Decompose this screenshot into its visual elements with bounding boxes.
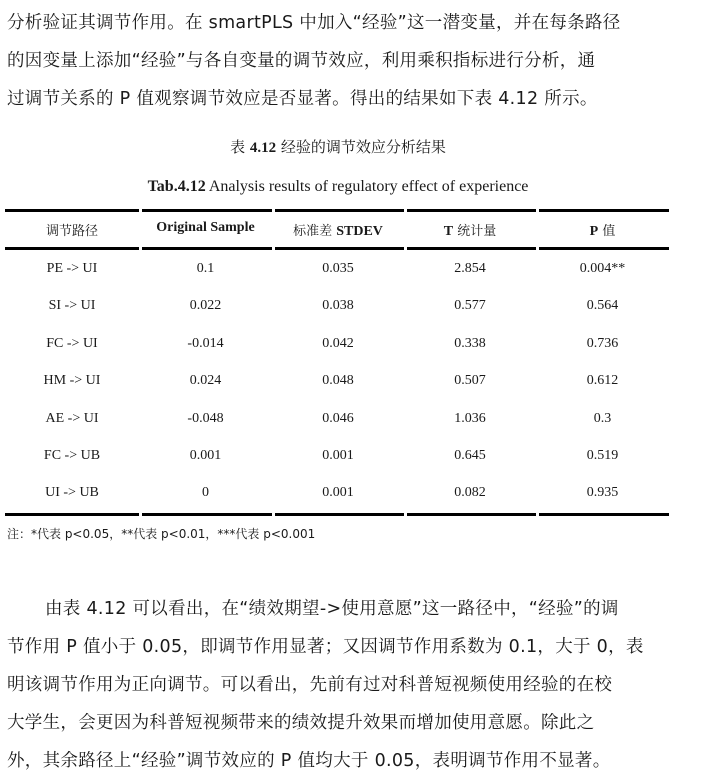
table-header-rule — [5, 247, 669, 250]
cell-p-value: 0.935 — [586, 485, 619, 500]
text-line: 由表 4.12 可以看出，在“绩效期望->使用意愿”这一路径中，“经验”的调 — [45, 599, 619, 619]
rule-gap — [139, 247, 142, 250]
rule-gap — [536, 247, 539, 250]
cell-stdev: 0.042 — [322, 336, 354, 351]
intro-paragraph — [7, 4, 675, 118]
rule-gap — [404, 513, 407, 516]
cell-t-statistic: 1.036 — [454, 411, 486, 426]
table-header-p-value: P 值 — [589, 224, 616, 239]
cell-stdev: 0.001 — [322, 485, 354, 500]
cell-t-statistic: 0.507 — [454, 373, 486, 388]
cell-original-sample: -0.014 — [187, 336, 224, 351]
text-line: 明该调节作用为正向调节。可以看出，先前有过对科普短视频使用经验的在校 — [7, 675, 613, 695]
table-caption-chinese: 表 4.12 经验的调节效应分析结果 — [230, 138, 446, 156]
rule-gap — [536, 209, 539, 212]
table-bottom-rule — [5, 513, 669, 516]
table-header-t-statistic: T 统计量 — [443, 224, 497, 239]
cell-original-sample: 0.1 — [196, 261, 215, 276]
cell-p-value: 0.519 — [586, 448, 619, 463]
cell-stdev: 0.035 — [322, 261, 354, 276]
rule-gap — [139, 513, 142, 516]
rule-gap — [139, 209, 142, 212]
cell-stdev: 0.038 — [322, 298, 354, 313]
cell-path: FC -> UI — [46, 336, 98, 351]
cell-t-statistic: 0.082 — [454, 485, 486, 500]
cell-path: PE -> UI — [46, 261, 98, 276]
rule-gap — [404, 209, 407, 212]
cell-t-statistic: 0.338 — [454, 336, 486, 351]
text-line: 节作用 P 值小于 0.05，即调节作用显著；又因调节作用系数为 0.1，大于 0，表 — [7, 637, 644, 657]
cell-p-value: 0.612 — [586, 373, 619, 388]
cell-p-value: 0.004** — [579, 261, 626, 276]
table-note: 注：*代表 p<0.05，**代表 p<0.01，***代表 p<0.001 — [7, 527, 316, 541]
cell-stdev: 0.001 — [322, 448, 354, 463]
cell-path: HM -> UI — [43, 373, 101, 388]
cell-t-statistic: 2.854 — [454, 261, 486, 276]
cell-t-statistic: 0.645 — [454, 448, 486, 463]
table-header-original-sample: Original Sample — [156, 220, 255, 235]
cell-p-value: 0.736 — [586, 336, 619, 351]
table-header-path: 调节路径 — [45, 224, 98, 239]
text-line: 的因变量上添加“经验”与各自变量的调节效应，利用乘积指标进行分析，通 — [7, 51, 596, 71]
cell-p-value: 0.564 — [586, 298, 619, 313]
cell-path: UI -> UB — [45, 485, 99, 500]
text-line: 大学生，会更因为科普短视频带来的绩效提升效果而增加使用意愿。除此之 — [7, 713, 595, 733]
table-top-rule — [5, 209, 669, 212]
text-line: 外，其余路径上“经验”调节效应的 P 值均大于 0.05，表明调节作用不显著。 — [7, 751, 611, 771]
cell-stdev: 0.046 — [322, 411, 354, 426]
cell-stdev: 0.048 — [322, 373, 354, 388]
text-line: 过调节关系的 P 值观察调节效应是否显著。得出的结果如下表 4.12 所示。 — [7, 89, 598, 109]
analysis-paragraph — [7, 590, 675, 780]
cell-original-sample: 0 — [202, 485, 209, 500]
rule-gap — [536, 513, 539, 516]
table-header-stdev: 标准差 STDEV — [293, 224, 383, 239]
rule-gap — [272, 513, 275, 516]
cell-p-value: 0.3 — [593, 411, 612, 426]
cell-path: AE -> UI — [45, 411, 99, 426]
table-caption-english: Tab.4.12 Analysis results of regulatory effect of experience — [147, 178, 529, 195]
text-line: 分析验证其调节作用。在 smartPLS 中加入“经验”这一潜变量，并在每条路径 — [7, 13, 621, 33]
cell-original-sample: 0.001 — [189, 448, 222, 463]
rule-gap — [404, 247, 407, 250]
rule-gap — [272, 209, 275, 212]
cell-path: SI -> UI — [48, 298, 96, 313]
cell-original-sample: -0.048 — [187, 411, 224, 426]
cell-original-sample: 0.022 — [189, 298, 222, 313]
cell-original-sample: 0.024 — [189, 373, 222, 388]
rule-gap — [272, 247, 275, 250]
cell-t-statistic: 0.577 — [454, 298, 486, 313]
cell-path: FC -> UB — [43, 448, 101, 463]
